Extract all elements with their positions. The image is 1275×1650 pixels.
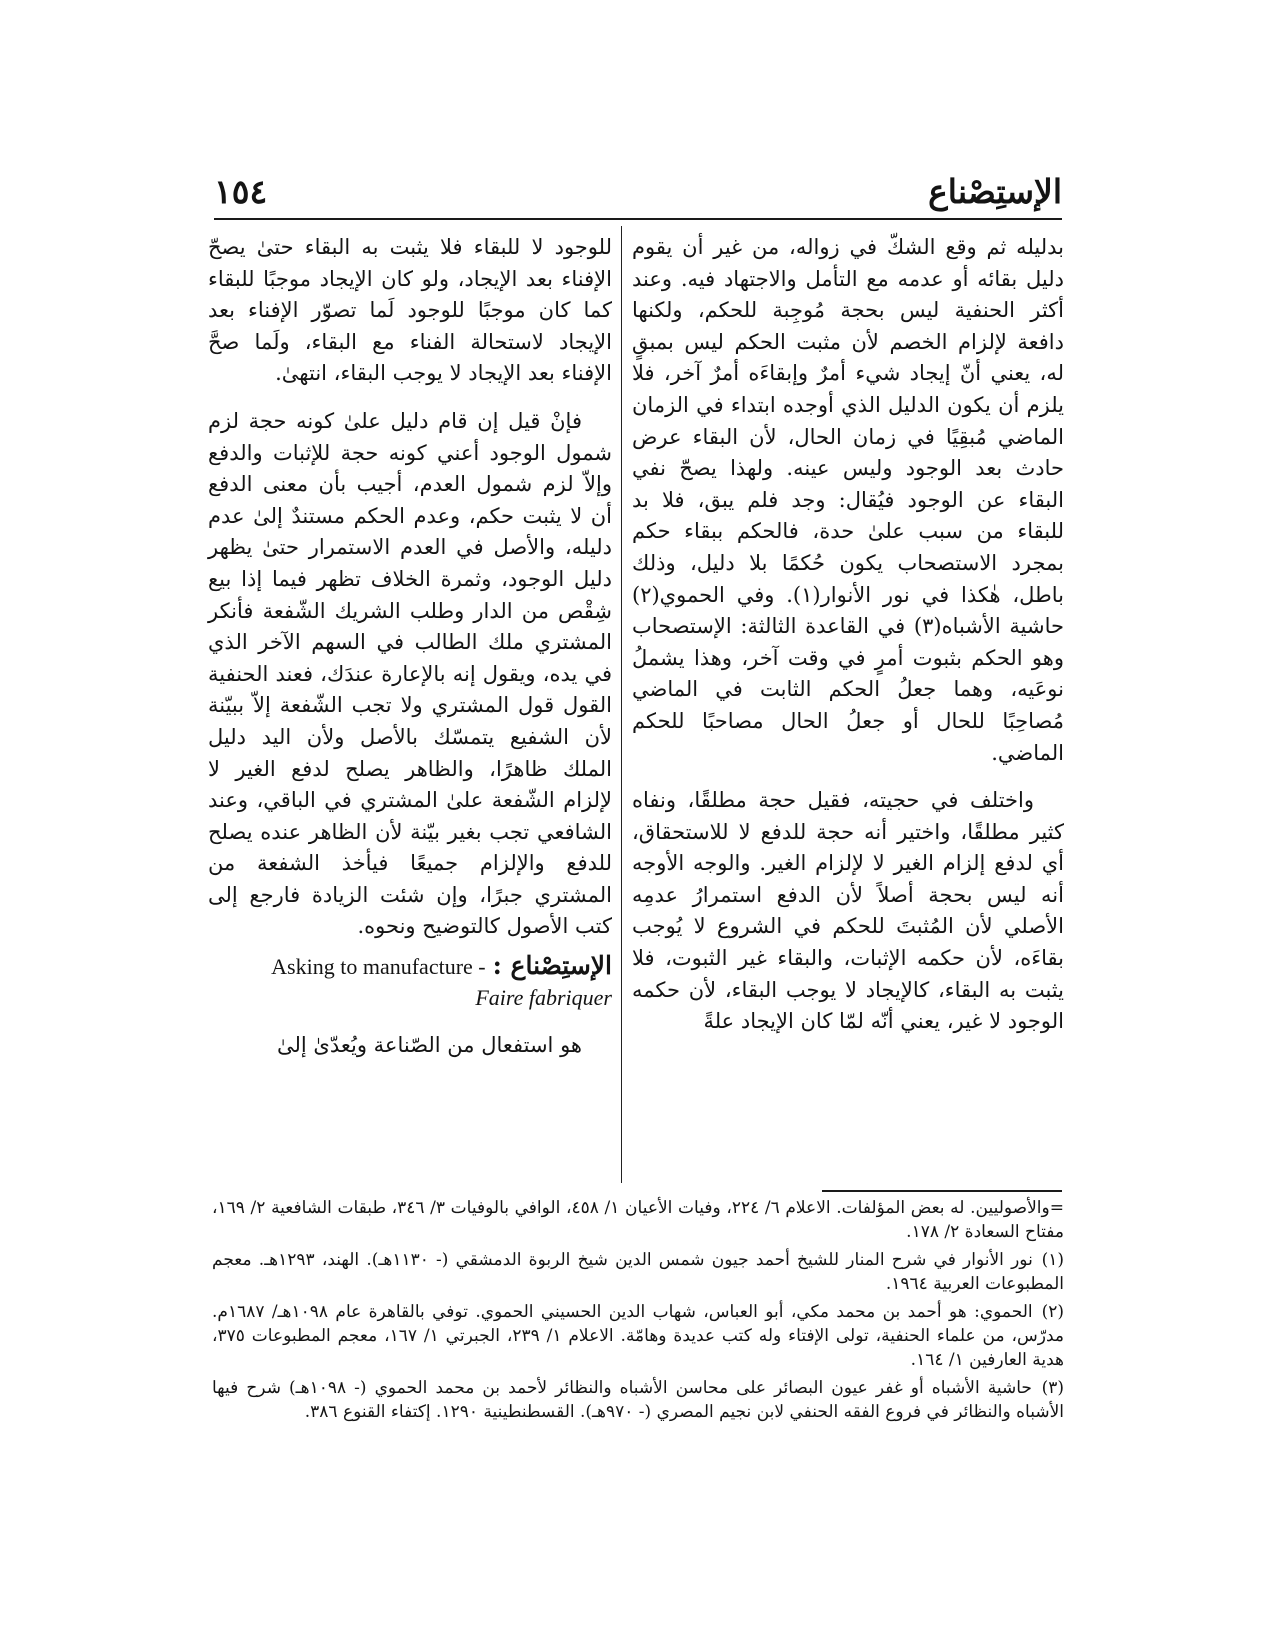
header-rule [214,218,1062,220]
running-head [214,170,1062,220]
paragraph-gap [632,769,1064,785]
paragraph-gap [208,1014,612,1030]
page-number: ١٥٤ [214,172,268,211]
column-divider [621,226,622,1183]
left-paragraph-1: للوجود لا للبقاء فلا يثبت به البقاء حتىٰ يصحّ الإفناء بعد الإيجاد، ولو كان الإيجاد موجبًا للبقاء كما كان موجبًا للوجود لَما تصوّر الإفناء بعد الإيجاد لاستحالة الفناء مع البقاء، ولَما صحَّ الإفناء بعد الإيجاد لا يوجب البقاء، انتهىٰ. [208,235,612,386]
right-paragraph-1: بدليله ثم وقع الشكّ في زواله، من غير أن يقوم دليل بقائه أو عدمه مع التأمل والاجتهاد فيه. وعند أكثر الحنفية ليس بحجة مُوجِبة للحكم، ولكنها دافعة لإلزام الخصم لأن مثبت الحكم ليس بمبقٍ له، يعني أنّ إيجاد شيء أمرٌ وإبقاءَه أمرٌ آخر، فلا يلزم أن يكون الدليل الذي أوجده ابتداء في الزمان الماضي مُبقِيًا في زمان الحال، لأن البقاء عرض حادث بعد الوجود وليس عينه. ولهذا يصحّ نفي البقاء عن الوجود فيُقال: وجد فلم يبق، فلا بد للبقاء من سبب علىٰ حدة، فالحكم ببقاء حكم بمجرد الاستصحاب يكون حُكمًا بلا دليل، وذلك باطل، هٰكذا في نور الأنوار(١). وفي الحموي(٢) حاشية الأشباه(٣) في القاعدة الثالثة: الإستصحاب وهو الحكم بثبوت أمرٍ في وقت آخر، وهذا يشملُ نوعَيه، وهما جعلُ الحكم الثابت في الماضي مُصاحِبًا للحال أو جعلُ الحال مصاحبًا للحكم الماضي. [632,235,1065,765]
left-paragraph-2: فإنْ قيل إن قام دليل علىٰ كونه حجة لزم شمول الوجود أعني كونه حجة للإثبات والدفع وإلاّ لزم شمول العدم، أجيب بأن معنى الدفع أن لا يثبت حكم، وعدم الحكم مستندٌ إلىٰ عدم دليله، والأصل في العدم الاستمرار حتىٰ يظهر دليل الوجود، وثمرة الخلاف تظهر فيما إذا بيع شِقْص من الدار وطلب الشريك الشّفعة فأنكر المشتري ملك الطالب في السهم الآخر الذي في يده، ويقول إنه بالإعارة عندَك، فعند الحنفية القول قول المشتري ولا تجب الشّفعة إلاّ ببيّنة لأن الشفيع يتمسّك بالأصل ولأن اليد دليل الملك ظاهرًا، والظاهر يصلح لدفع الغير لا لإلزام الشّفعة علىٰ المشتري في الباقي، وعند الشافعي تجب بغير بيّنة لأن الظاهر عنده يصلح للدفع والإلزام جميعًا فيأخذ الشفعة من المشتري جبرًا، وإن شئت الزيادة فارجع إلى كتب الأصول كالتوضيح ونحوه. [208,408,612,939]
left-column [208,232,612,1062]
right-paragraph-2: واختلف في حجيته، فقيل حجة مطلقًا، ونفاه كثير مطلقًا، واختير أنه حجة للدفع لا للاستحقاق، أي لدفع إلزام الغير لا لإلزام الغير. والوجه الأوجه أنه ليس بحجة أصلاً لأن الدفع استمرارُ عدمِه الأصلي لأن المُثبتَ للحكم في الشروع لا يُوجب بقاءَه، لأن حكمه الإثبات، والبقاء غير الثبوت، فلا يثبت به البقاء، كالإيجاد لا يوجب البقاء، لأن حكمه الوجود لا غير، يعني أنّه لمّا كان الإيجاد علةً [632,788,1064,1034]
footnote-continuation [212,1196,1064,1244]
entry-heading [208,951,612,1014]
footnote-rule [822,1190,1062,1192]
footnote-3 [212,1376,1064,1424]
footnote-text: حاشية الأشباه أو غفر عيون البصائر على محاسن الأشباه والنظائر لأحمد بن محمد الحموي (- ١٠٩٨هـ) شرح فيها الأشباه والنظائر في فروع الفقه الحنفي لابن نجيم المصري (- ٩٧٠هـ). القسطنطينية ١٢٩٠. إكتفاء القنوع ٣٨٦. [212,1378,1064,1422]
entry-heading-arabic: الإستِصْناع : [492,951,612,981]
footnote-1 [212,1248,1064,1296]
footnote-number: (١) [1041,1250,1064,1270]
footnote-2 [212,1300,1064,1372]
running-head-title: الإستِصْناع [928,172,1062,211]
left-paragraph-3: هو استفعال من الصّناعة ويُعدّىٰ إلىٰ [277,1033,582,1058]
footnote-text: الحموي: هو أحمد بن محمد مكي، أبو العباس، شهاب الدين الحسيني الحموي. توفي بالقاهرة عام ١٠٩٨هـ/ ١٦٨٧م. مدرّس، من علماء الحنفية، تولى الإفتاء وله كتب عديدة وهامّة. الاعلام ١/ ٢٣٩، الجبرتي ١/ ١٦٧، معجم المطبوعات ٣٧٥، هدية العارفين ١/ ١٦٤. [212,1302,1064,1370]
footnotes [212,1196,1064,1428]
footnote-number: (٢) [1041,1302,1065,1322]
entry-heading-english: Asking to manufacture - [271,954,486,980]
right-column [632,232,1064,1038]
footnote-number: (٣) [1041,1378,1064,1398]
paragraph-gap [208,390,612,406]
footnote-text: نور الأنوار في شرح المنار للشيخ أحمد جيون شمس الدين شيخ الربوة الدمشقي (- ١١٣٠هـ). الهند، ١٢٩٣هـ. معجم المطبوعات العربية ١٩٦٤. [212,1250,1064,1294]
footnote-text: =والأصوليين. له بعض المؤلفات. الاعلام ٦/ ٢٢٤، وفيات الأعيان ١/ ٤٥٨، الوافي بالوفيات ٣/ ٣٤٦، طبقات الشافعية ٢/ ١٦٩، مفتاح السعادة ٢/ ١٧٨. [212,1198,1064,1242]
entry-heading-french: Faire fabriquer [475,985,612,1011]
